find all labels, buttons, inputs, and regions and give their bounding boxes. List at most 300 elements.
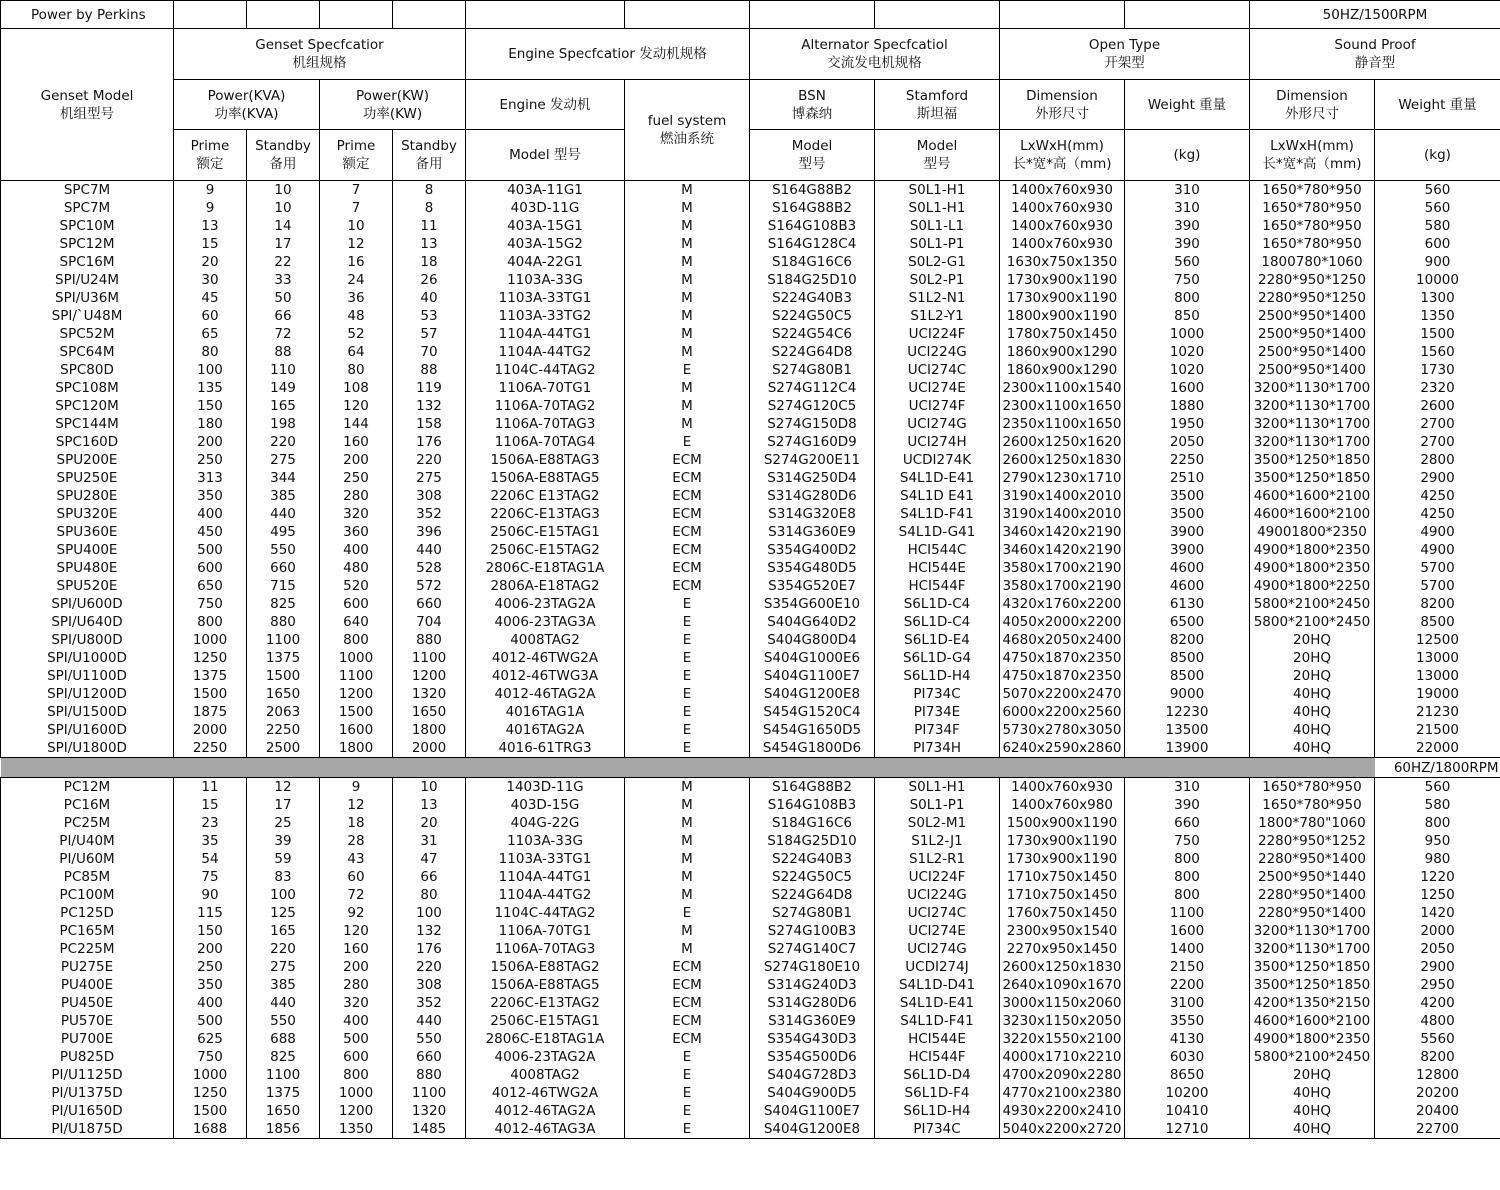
bsn-model-cell: S274G200E11 [750,451,875,469]
genset-model-cell: SPC64M [1,343,174,361]
kva-prime-cell: 23 [174,814,247,832]
stamford-model-cell: S6L1D-E4 [875,631,1000,649]
bsn-model-cell: S224G50C5 [750,307,875,325]
kw-prime-cell: 80 [320,361,393,379]
stamford-model-cell: HCI544E [875,1030,1000,1048]
kw-standby-cell: 880 [393,631,466,649]
engine-model-cell: 4012-46TAG3A [466,1120,625,1139]
genset-model-cell: SPC144M [1,415,174,433]
kva-standby-cell: 880 [247,613,320,631]
kw-prime-cell: 1600 [320,721,393,739]
fuel-system-cell: M [625,235,750,253]
stamford-model-cell: UCI224G [875,886,1000,904]
stamford-model-cell: S0L1-H1 [875,199,1000,217]
bsn-model-cell: S184G16C6 [750,253,875,271]
bsn-model-cell: S314G280D6 [750,994,875,1012]
bsn-model-cell: S354G600E10 [750,595,875,613]
genset-model-cell: SPU480E [1,559,174,577]
open-weight-cell: 800 [1125,289,1250,307]
fuel-system-cell: M [625,307,750,325]
kw-prime-cell: 600 [320,595,393,613]
sound-weight-cell: 1560 [1375,343,1500,361]
open-weight-cell: 1020 [1125,343,1250,361]
open-dimension-cell: 1400x760x930 [1000,181,1125,200]
header-line: Model [916,138,958,154]
kva-standby-cell: 550 [247,541,320,559]
open-weight-cell: 13500 [1125,721,1250,739]
sound-dimension-cell: 1800*780"1060 [1250,814,1375,832]
open-weight-cell: 2150 [1125,958,1250,976]
open-weight-cell: 800 [1125,850,1250,868]
kw-prime-cell: 320 [320,505,393,523]
sound-dimension-cell: 3500*1250*1850 [1250,958,1375,976]
fuel-system-cell: E [625,1102,750,1120]
sound-weight-cell: 4200 [1375,994,1500,1012]
sound-dimension-cell: 1650*780*950 [1250,796,1375,814]
kw-standby-cell: 1650 [393,703,466,721]
table-row [1,667,1500,685]
open-weight-cell: 8650 [1125,1066,1250,1084]
kva-prime-cell: 9 [174,181,247,200]
genset-model-cell: SPI/U1500D [1,703,174,721]
sound-weight-cell: 8200 [1375,595,1500,613]
kw-prime-cell: 12 [320,796,393,814]
stamford-model-cell: S0L2-G1 [875,253,1000,271]
table-row [1,595,1500,613]
kw-standby-cell: 440 [393,1012,466,1030]
table-row [1,505,1500,523]
engine-model-cell: 1103A-33TG1 [466,850,625,868]
engine-model-cell: 4016TAG2A [466,721,625,739]
frequency-60hz-label: 60HZ/1800RPM [1375,758,1500,778]
open-weight-cell: 8500 [1125,649,1250,667]
open-dimension-cell: 4750x1870x2350 [1000,649,1125,667]
stamford-model-cell: S0L1-H1 [875,778,1000,797]
sound-weight-cell: 800 [1375,814,1500,832]
kva-prime-cell: 30 [174,271,247,289]
sound-weight-cell: 4900 [1375,541,1500,559]
kw-standby-cell: 704 [393,613,466,631]
sound-dimension-cell: 3500*1250*1850 [1250,451,1375,469]
kw-prime-cell: 48 [320,307,393,325]
sound-dimension-cell: 1650*780*950 [1250,235,1375,253]
open-dimension-cell: 1860x900x1290 [1000,361,1125,379]
open-weight-cell: 3550 [1125,1012,1250,1030]
kva-standby-cell: 2250 [247,721,320,739]
engine-model-cell: 2206C-E13TAG2 [466,994,625,1012]
engine-model-cell: 2206C E13TAG2 [466,487,625,505]
sound-dimension-cell: 1650*780*950 [1250,217,1375,235]
kva-prime-cell: 600 [174,559,247,577]
open-weight-cell: 10410 [1125,1102,1250,1120]
fuel-system-cell: M [625,325,750,343]
kw-prime-cell: 1350 [320,1120,393,1139]
sound-kg-header [1375,130,1500,181]
genset-model-cell: PC85M [1,868,174,886]
sound-dimension-cell: 2280*950*1400 [1250,886,1375,904]
kva-standby-cell: 385 [247,976,320,994]
header-line: fuel system [647,113,727,129]
sound-weight-cell: 900 [1375,253,1500,271]
stamford-model-cell: UCI274C [875,904,1000,922]
kw-prime-cell: 200 [320,958,393,976]
kw-prime-cell: 144 [320,415,393,433]
kva-prime-cell: 1000 [174,1066,247,1084]
genset-model-cell: PC100M [1,886,174,904]
engine-model-cell: 4012-46TWG2A [466,649,625,667]
genset-model-cell: PI/U1875D [1,1120,174,1139]
kva-standby-cell: 2063 [247,703,320,721]
bsn-model-cell: S274G100B3 [750,922,875,940]
fuel-system-cell: E [625,703,750,721]
open-dimension-cell: 1780x750x1450 [1000,325,1125,343]
bsn-model-cell: S224G64D8 [750,886,875,904]
fuel-system-cell: M [625,814,750,832]
kva-standby-cell: 1650 [247,685,320,703]
header-line: Dimension [1026,87,1098,104]
header-line: 交流发电机规格 [827,55,922,71]
header-line: Dimension [1276,87,1348,104]
kw-standby-cell: 26 [393,271,466,289]
kva-standby-cell: 825 [247,595,320,613]
header-line: Engine 发动机 [499,96,591,113]
kw-standby-cell: 47 [393,850,466,868]
sound-weight-cell: 4900 [1375,523,1500,541]
table-row [1,343,1500,361]
kw-standby-cell: 88 [393,361,466,379]
kva-prime-cell: 15 [174,235,247,253]
sound-weight-cell: 2700 [1375,415,1500,433]
engine-model-cell: 1103A-33G [466,832,625,850]
stamford-model-cell: UCI274H [875,433,1000,451]
open-dimension-header [1000,80,1125,130]
header-line: 斯坦福 [916,105,958,122]
stamford-model-cell: S0L1-P1 [875,235,1000,253]
fuel-system-header [625,80,750,181]
table-row [1,868,1500,886]
kw-prime-cell: 72 [320,886,393,904]
open-weight-cell: 1100 [1125,904,1250,922]
sound-weight-cell: 21500 [1375,721,1500,739]
fuel-system-cell: E [625,595,750,613]
table-row [1,850,1500,868]
stamford-model-cell: UCI274G [875,940,1000,958]
open-weight-cell: 800 [1125,886,1250,904]
stamford-model-cell: PI734C [875,1120,1000,1139]
genset-model-cell: PC125D [1,904,174,922]
kw-prime-cell: 600 [320,1048,393,1066]
engine-model-header [466,130,625,181]
table-row [1,469,1500,487]
sound-dimension-cell: 40HQ [1250,1084,1375,1102]
genset-model-cell: PU570E [1,1012,174,1030]
open-weight-cell: 1880 [1125,397,1250,415]
open-dimension-cell: 3460x1420x2190 [1000,541,1125,559]
kw-standby-cell: 308 [393,487,466,505]
kw-prime-cell: 108 [320,379,393,397]
kw-standby-cell: 53 [393,307,466,325]
table-row [1,886,1500,904]
table-row [1,685,1500,703]
sound-dimension-cell: 4900*1800*2350 [1250,559,1375,577]
genset-model-cell: PU400E [1,976,174,994]
open-dimension-cell: 1860x900x1290 [1000,343,1125,361]
kva-prime-cell: 500 [174,1012,247,1030]
header-line: Standby [401,138,457,154]
kva-standby-cell: 1650 [247,1102,320,1120]
bsn-model-cell: S164G88B2 [750,181,875,200]
sound-dimension-cell: 3200*1130*1700 [1250,922,1375,940]
kva-standby-cell: 66 [247,307,320,325]
sound-weight-cell: 1350 [1375,307,1500,325]
open-weight-cell: 13900 [1125,739,1250,758]
bsn-model-cell: S404G640D2 [750,613,875,631]
kva-standby-cell: 10 [247,181,320,200]
fuel-system-cell: M [625,379,750,397]
engine-spec-header [466,29,750,80]
table-row [1,904,1500,922]
open-dimension-cell: 1730x900x1190 [1000,850,1125,868]
kva-prime-cell: 9 [174,199,247,217]
header-line: LxWxH(mm) [1020,138,1104,154]
open-dimension-cell: 4700x2090x2280 [1000,1066,1125,1084]
open-dimension-cell: 2350x1100x1650 [1000,415,1125,433]
sound-weight-cell: 2600 [1375,397,1500,415]
open-dimension-cell: 5730x2780x3050 [1000,721,1125,739]
power-kva-header [174,80,320,130]
genset-model-cell: SPI/U1100D [1,667,174,685]
kva-prime-header [174,130,247,181]
kw-standby-cell: 10 [393,778,466,797]
kw-prime-cell: 36 [320,289,393,307]
fuel-system-cell: M [625,940,750,958]
open-dimension-cell: 5070x2200x2470 [1000,685,1125,703]
open-dimension-cell: 2600x1250x1620 [1000,433,1125,451]
kw-prime-cell: 280 [320,487,393,505]
sound-weight-cell: 2700 [1375,433,1500,451]
stamford-model-cell: S6L1D-C4 [875,613,1000,631]
bsn-model-cell: S404G728D3 [750,1066,875,1084]
table-row [1,361,1500,379]
open-weight-cell: 3900 [1125,523,1250,541]
bsn-model-cell: S404G900D5 [750,1084,875,1102]
kw-prime-cell: 1000 [320,649,393,667]
bsn-model-cell: S454G1520C4 [750,703,875,721]
open-dimension-cell: 1630x750x1350 [1000,253,1125,271]
fuel-system-cell: E [625,1048,750,1066]
header-line: Sound Proof [1334,37,1416,53]
kw-prime-cell: 280 [320,976,393,994]
bsn-model-cell: S184G25D10 [750,832,875,850]
kva-standby-cell: 385 [247,487,320,505]
stamford-model-cell: UCI274F [875,397,1000,415]
table-row [1,778,1500,797]
table-row [1,613,1500,631]
sound-weight-cell: 2950 [1375,976,1500,994]
header-line: Engine Specfcatior 发动机规格 [508,46,707,62]
sound-dimension-cell: 40HQ [1250,1102,1375,1120]
kva-standby-cell: 2500 [247,739,320,758]
bsn-model-cell: S164G88B2 [750,778,875,797]
kva-prime-cell: 400 [174,994,247,1012]
engine-model-cell: 2806C-E18TAG1A [466,1030,625,1048]
bsn-model-cell: S454G1800D6 [750,739,875,758]
header-line: 博森纳 [791,105,833,122]
fuel-system-cell: M [625,922,750,940]
bsn-model-cell: S354G480D5 [750,559,875,577]
header-line: 长*宽*高（mm) [1012,156,1112,172]
stamford-model-cell: S6L1D-H4 [875,667,1000,685]
open-weight-cell: 6030 [1125,1048,1250,1066]
kw-standby-cell: 20 [393,814,466,832]
kw-prime-cell: 200 [320,451,393,469]
table-row [1,976,1500,994]
sound-dimension-cell: 49001800*2350 [1250,523,1375,541]
kva-prime-cell: 200 [174,940,247,958]
kva-standby-cell: 715 [247,577,320,595]
stamford-model-cell: UCI224G [875,343,1000,361]
fuel-system-cell: E [625,1120,750,1139]
kw-prime-cell: 800 [320,1066,393,1084]
engine-model-cell: 4006-23TAG2A [466,1048,625,1066]
kva-standby-cell: 10 [247,199,320,217]
genset-model-header [1,29,174,181]
kva-prime-cell: 15 [174,796,247,814]
sound-dimension-cell: 5800*2100*2450 [1250,1048,1375,1066]
genset-model-cell: SPI/U24M [1,271,174,289]
sound-weight-cell: 12500 [1375,631,1500,649]
genset-model-cell: SPI/U1000D [1,649,174,667]
fuel-system-cell: M [625,271,750,289]
fuel-system-cell: M [625,415,750,433]
open-dimension-cell: 2300x1100x1540 [1000,379,1125,397]
stamford-model-cell: UCI274C [875,361,1000,379]
table-row [1,271,1500,289]
sound-proof-header [1250,29,1500,80]
open-dimension-cell: 1500x900x1190 [1000,814,1125,832]
sound-weight-cell: 2320 [1375,379,1500,397]
genset-model-cell: SPC16M [1,253,174,271]
engine-model-cell: 404G-22G [466,814,625,832]
kva-prime-cell: 1250 [174,649,247,667]
bsn-model-cell: S314G240D3 [750,976,875,994]
genset-model-cell: SPC108M [1,379,174,397]
header-line: 开架型 [1104,55,1145,71]
open-dimension-cell: 4750x1870x2350 [1000,667,1125,685]
kw-standby-cell: 13 [393,235,466,253]
stamford-model-cell: S6L1D-G4 [875,649,1000,667]
bsn-model-cell: S354G400D2 [750,541,875,559]
sound-dimension-cell: 4200*1350*2150 [1250,994,1375,1012]
bsn-model-cell: S164G108B3 [750,217,875,235]
engine-model-cell: 1403D-11G [466,778,625,797]
open-weight-cell: 8500 [1125,667,1250,685]
genset-model-cell: SPC160D [1,433,174,451]
fuel-system-cell: M [625,886,750,904]
open-dimension-cell: 3000x1150x2060 [1000,994,1125,1012]
stamford-model-cell: S1L2-R1 [875,850,1000,868]
genset-model-cell: SPI/U1800D [1,739,174,758]
sound-weight-cell: 2900 [1375,958,1500,976]
fuel-system-cell: ECM [625,487,750,505]
table-row [1,649,1500,667]
kw-standby-cell: 132 [393,922,466,940]
open-weight-cell: 12230 [1125,703,1250,721]
engine-model-cell: 4008TAG2 [466,631,625,649]
genset-model-cell: PI/U1125D [1,1066,174,1084]
genset-model-cell: PU275E [1,958,174,976]
open-dimension-cell: 6000x2200x2560 [1000,703,1125,721]
bsn-model-cell: S164G88B2 [750,199,875,217]
power-kw-header [320,80,466,130]
open-weight-cell: 390 [1125,796,1250,814]
header-line: 长*宽*高（mm) [1262,156,1362,172]
fuel-system-cell: M [625,796,750,814]
fuel-system-cell: M [625,868,750,886]
sound-weight-cell: 13000 [1375,667,1500,685]
sound-weight-cell: 19000 [1375,685,1500,703]
sound-dimension-cell: 20HQ [1250,667,1375,685]
header-line: Power(KVA) [207,87,286,104]
fuel-system-cell: E [625,613,750,631]
sound-weight-cell: 4250 [1375,505,1500,523]
table-row [1,1048,1500,1066]
stamford-model-cell: S6L1D-H4 [875,1102,1000,1120]
bsn-model-cell: S224G50C5 [750,868,875,886]
bsn-model-cell: S274G160D9 [750,433,875,451]
kva-prime-cell: 150 [174,397,247,415]
header-line: Weight 重量 [1398,96,1477,113]
kva-prime-cell: 35 [174,832,247,850]
kva-prime-cell: 54 [174,850,247,868]
kw-standby-cell: 352 [393,505,466,523]
table-row [1,1084,1500,1102]
kva-prime-cell: 2250 [174,739,247,758]
kva-prime-cell: 100 [174,361,247,379]
engine-model-cell: 1104A-44TG2 [466,886,625,904]
genset-model-cell: PC165M [1,922,174,940]
table-row [1,415,1500,433]
open-dimension-cell: 4770x2100x2380 [1000,1084,1125,1102]
genset-model-cell: SPC120M [1,397,174,415]
bsn-model-cell: S314G280D6 [750,487,875,505]
stamford-model-cell: S0L1-H1 [875,181,1000,200]
engine-model-cell: 1103A-33TG1 [466,289,625,307]
sound-weight-cell: 20400 [1375,1102,1500,1120]
sound-dimension-cell: 1800780*1060 [1250,253,1375,271]
sound-weight-cell: 5700 [1375,577,1500,595]
sound-dimension-cell: 1650*780*950 [1250,181,1375,200]
kw-prime-cell: 92 [320,904,393,922]
sound-weight-cell: 1500 [1375,325,1500,343]
genset-model-cell: SPU360E [1,523,174,541]
kva-standby-cell: 220 [247,940,320,958]
header-line: 型号 [798,156,826,172]
kva-standby-cell: 33 [247,271,320,289]
fuel-system-cell: E [625,739,750,758]
stamford-model-cell: UCI274E [875,379,1000,397]
open-weight-cell: 6500 [1125,613,1250,631]
sound-weight-cell: 560 [1375,778,1500,797]
stamford-model-cell: HCI544F [875,577,1000,595]
bsn-model-header [750,130,875,181]
sound-dimension-cell: 2500*950*1400 [1250,361,1375,379]
engine-model-cell: 1106A-70TAG4 [466,433,625,451]
open-weight-cell: 560 [1125,253,1250,271]
kw-standby-cell: 40 [393,289,466,307]
fuel-system-cell: ECM [625,1012,750,1030]
open-weight-cell: 1950 [1125,415,1250,433]
